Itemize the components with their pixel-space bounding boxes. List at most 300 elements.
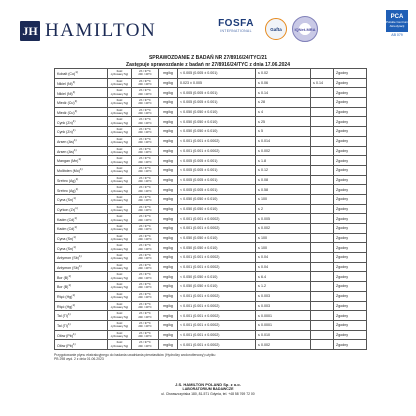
parameter-cell xyxy=(55,262,108,272)
parameter-mark: 1) xyxy=(73,147,77,152)
evaluation-cell xyxy=(334,117,367,127)
method-cell xyxy=(108,194,132,204)
method-cell xyxy=(108,185,132,195)
limit-value: ≤ 4 xyxy=(258,110,263,115)
unit-value: mg/kg xyxy=(163,139,173,144)
fosfa-logo xyxy=(212,18,260,33)
result-value: < 0.050 (0.050 ± 0.010) xyxy=(180,129,218,134)
conditions-cell xyxy=(132,330,159,340)
limit-cell xyxy=(256,272,311,282)
limit-value: ≤ 25 xyxy=(258,119,265,124)
condition-line-2: 24h / 40°C xyxy=(138,169,152,174)
extra-cell xyxy=(311,185,334,195)
result-cell xyxy=(178,330,256,340)
extra-cell xyxy=(311,330,334,340)
limit-value: ≤ 0.06 xyxy=(258,81,268,86)
evaluation-cell xyxy=(334,311,367,321)
extra-cell xyxy=(311,291,334,301)
table-row xyxy=(55,88,367,98)
evaluation-value: Zgodny xyxy=(336,158,348,163)
table-row xyxy=(55,117,367,127)
extra-cell xyxy=(311,69,334,79)
condition-line-1: 2h / 37°C xyxy=(139,146,151,151)
limit-value: ≤ 0.014 xyxy=(258,139,270,144)
evaluation-cell xyxy=(334,185,367,195)
method-line-2: cyfrowany 5g) xyxy=(110,188,129,193)
parameter-cell xyxy=(55,330,108,340)
parameter-name: Srebro (Ag) xyxy=(57,188,76,193)
parameter-mark: 1) xyxy=(73,196,76,201)
conditions-cell xyxy=(132,107,159,117)
method-line-1: Ilość xyxy=(116,127,123,132)
condition-line-2: 24h / 40°C xyxy=(138,343,152,348)
parameter-cell xyxy=(55,146,108,156)
hamilton-logo xyxy=(20,20,156,42)
result-value: < 0.001 (0.001 ± 0.0002) xyxy=(180,216,220,221)
unit-cell xyxy=(159,194,178,204)
evaluation-cell xyxy=(334,194,367,204)
report-subtitle: Zastępuje sprawozdanie z badań nr 27/8916/24/TYC z dnia 17.06.2024 xyxy=(126,62,290,68)
parameter-name: Cyrkon (Zr) xyxy=(57,208,76,213)
method-cell xyxy=(108,243,132,253)
limit-value: ≤ 6.4 xyxy=(258,274,266,279)
limit-value: ≤ 0.002 xyxy=(258,148,270,153)
extra-cell xyxy=(311,243,334,253)
table-row xyxy=(55,185,367,195)
method-line-2: cyfrowany 5g) xyxy=(110,266,129,271)
limit-cell xyxy=(256,127,311,137)
unit-cell xyxy=(159,262,178,272)
method-cell xyxy=(108,156,132,166)
unit-value: mg/kg xyxy=(163,342,173,347)
result-value: < 0.001 (0.001 ± 0.0002) xyxy=(180,303,220,308)
limit-value: ≤ 100 xyxy=(258,245,267,250)
limit-value: ≤ 0.02 xyxy=(258,71,268,76)
parameter-cell xyxy=(55,224,108,234)
extra-cell xyxy=(311,98,334,108)
result-cell xyxy=(178,253,256,263)
evaluation-cell xyxy=(334,98,367,108)
limit-value: ≤ 0.14 xyxy=(258,90,268,95)
table-row xyxy=(55,107,367,117)
unit-cell xyxy=(159,291,178,301)
limit-value: ≤ 0.0001 xyxy=(258,323,272,328)
method-line-1: Ilość xyxy=(116,185,123,190)
unit-value: mg/kg xyxy=(163,226,173,231)
parameter-name: Arsen (As) xyxy=(57,140,74,145)
pca-code: AB 079 xyxy=(391,33,403,37)
condition-line-2: 24h / 40°C xyxy=(138,101,152,106)
extra-cell xyxy=(311,88,334,98)
unit-cell xyxy=(159,165,178,175)
method-line-1: Ilość xyxy=(116,320,123,325)
extra-cell xyxy=(311,253,334,263)
footer-address: ul. Chwaszczyńska 180, 81-571 Gdynia, tel. +48 58 769 72 00 xyxy=(161,391,255,396)
parameter-name: Cynk (Zn) xyxy=(57,130,73,135)
condition-line-1: 2h / 37°C xyxy=(139,233,151,238)
table-row xyxy=(55,330,367,340)
evaluation-value: Zgodny xyxy=(336,313,348,318)
evaluation-value: Zgodny xyxy=(336,129,348,134)
footnote-line-2: PB 298 wyd. 2 z dnia 01.06.2023 xyxy=(54,357,104,362)
condition-line-2: 24h / 40°C xyxy=(138,91,152,96)
method-line-2: cyfrowany 5g) xyxy=(110,159,129,164)
condition-line-1: 2h / 37°C xyxy=(139,330,151,335)
conditions-cell xyxy=(132,291,159,301)
parameter-cell xyxy=(55,117,108,127)
extra-cell xyxy=(311,262,334,272)
parameter-cell xyxy=(55,98,108,108)
fosfa-sublabel: INTERNATIONAL xyxy=(220,29,252,33)
parameter-mark: 1) xyxy=(75,186,79,191)
method-cell xyxy=(108,224,132,234)
unit-value: mg/kg xyxy=(163,90,173,95)
method-line-2: cyfrowany 5g) xyxy=(110,130,129,135)
evaluation-cell xyxy=(334,127,367,137)
evaluation-value: Zgodny xyxy=(336,100,348,105)
result-value: < 0.050 (0.050 ± 0.010) xyxy=(180,236,218,241)
evaluation-value: Zgodny xyxy=(336,71,348,76)
parameter-cell xyxy=(55,233,108,243)
condition-line-1: 2h / 37°C xyxy=(139,98,151,103)
limit-cell xyxy=(256,117,311,127)
parameter-mark: 1) xyxy=(79,167,83,172)
limit-value: ≤ 0.08 xyxy=(258,177,268,182)
condition-line-2: 24h / 40°C xyxy=(138,140,152,145)
method-line-1: Ilość xyxy=(116,107,123,112)
limit-value: ≤ 0.04 xyxy=(258,255,268,260)
method-line-2: cyfrowany 5g) xyxy=(110,295,129,300)
result-value: < 0.005 (0.005 ± 0.001) xyxy=(180,100,218,105)
result-cell xyxy=(178,69,256,79)
extra-cell xyxy=(311,146,334,156)
condition-line-2: 24h / 40°C xyxy=(138,198,152,203)
conditions-cell xyxy=(132,146,159,156)
evaluation-cell xyxy=(334,165,367,175)
extra-cell xyxy=(311,175,334,185)
unit-value: mg/kg xyxy=(163,294,173,299)
method-cell xyxy=(108,330,132,340)
method-cell xyxy=(108,311,132,321)
method-line-2: cyfrowany 5g) xyxy=(110,285,129,290)
condition-line-2: 24h / 40°C xyxy=(138,285,152,290)
condition-line-1: 2h / 37°C xyxy=(139,156,151,161)
condition-line-1: 2h / 37°C xyxy=(139,291,151,296)
result-cell xyxy=(178,146,256,156)
method-line-1: Ilość xyxy=(116,330,123,335)
condition-line-2: 24h / 40°C xyxy=(138,188,152,193)
parameter-cell xyxy=(55,165,108,175)
result-cell xyxy=(178,156,256,166)
method-line-2: cyfrowany 5g) xyxy=(110,82,129,87)
evaluation-cell xyxy=(334,340,367,350)
conditions-cell xyxy=(132,69,159,79)
evaluation-value: Zgodny xyxy=(336,236,348,241)
limit-value: ≤ 0.002 xyxy=(258,342,270,347)
parameter-name: Cyna (Sn) xyxy=(57,198,74,203)
limit-cell xyxy=(256,194,311,204)
condition-line-1: 2h / 37°C xyxy=(139,224,151,229)
parameter-name: Molibden (Mo) xyxy=(57,169,80,174)
unit-cell xyxy=(159,301,178,311)
gafta-logo xyxy=(265,18,287,40)
evaluation-value: Zgodny xyxy=(336,216,348,221)
method-cell xyxy=(108,98,132,108)
evaluation-cell xyxy=(334,69,367,79)
condition-line-1: 2h / 37°C xyxy=(139,117,151,122)
result-value: < 0.005 (0.005 ± 0.001) xyxy=(180,168,218,173)
evaluation-value: Zgodny xyxy=(336,245,348,250)
condition-line-2: 24h / 40°C xyxy=(138,333,152,338)
table-row xyxy=(55,156,367,166)
method-cell xyxy=(108,282,132,292)
result-cell xyxy=(178,117,256,127)
result-cell xyxy=(178,165,256,175)
extra-cell xyxy=(311,340,334,350)
result-cell xyxy=(178,214,256,224)
unit-value: mg/kg xyxy=(163,81,173,86)
limit-cell xyxy=(256,107,311,117)
certification-logos xyxy=(212,10,408,50)
parameter-cell xyxy=(55,214,108,224)
table-row xyxy=(55,253,367,263)
condition-line-2: 24h / 40°C xyxy=(138,207,152,212)
method-line-2: cyfrowany 5g) xyxy=(110,198,129,203)
unit-value: mg/kg xyxy=(163,216,173,221)
conditions-cell xyxy=(132,272,159,282)
parameter-mark: 1) xyxy=(73,244,76,249)
condition-line-1: 2h / 37°C xyxy=(139,78,151,83)
condition-line-2: 24h / 40°C xyxy=(138,275,152,280)
condition-line-2: 24h / 40°C xyxy=(138,149,152,154)
table-row xyxy=(55,175,367,185)
evaluation-value: Zgodny xyxy=(336,148,348,153)
table-row xyxy=(55,136,367,146)
method-line-1: Ilość xyxy=(116,291,123,296)
parameter-mark: 1) xyxy=(72,293,76,298)
conditions-cell xyxy=(132,233,159,243)
result-value: < 0.001 (0.001 ± 0.0002) xyxy=(180,332,220,337)
result-value: < 0.005 (0.005 ± 0.001) xyxy=(180,158,218,163)
parameter-cell xyxy=(55,272,108,282)
parameter-name: Kobalt (Co) xyxy=(57,72,76,77)
evaluation-value: Zgodny xyxy=(336,187,348,192)
limit-cell xyxy=(256,156,311,166)
method-line-1: Ilość xyxy=(116,311,123,316)
unit-cell xyxy=(159,282,178,292)
result-value: < 0.050 (0.050 ± 0.010) xyxy=(180,206,218,211)
method-line-2: cyfrowany 5g) xyxy=(110,256,129,261)
conditions-cell xyxy=(132,98,159,108)
fosfa-label: FOSFA xyxy=(218,18,254,29)
parameter-mark: 1) xyxy=(72,341,76,346)
result-cell xyxy=(178,107,256,117)
table-row xyxy=(55,146,367,156)
method-line-2: cyfrowany 5g) xyxy=(110,91,129,96)
parameter-cell xyxy=(55,282,108,292)
extra-cell xyxy=(311,156,334,166)
conditions-cell xyxy=(132,262,159,272)
table-row xyxy=(55,301,367,311)
method-line-1: Ilość xyxy=(116,340,123,345)
evaluation-cell xyxy=(334,320,367,330)
parameter-cell xyxy=(55,311,108,321)
table-row xyxy=(55,165,367,175)
unit-value: mg/kg xyxy=(163,265,173,270)
parameter-name: Miedź (Cu) xyxy=(57,101,75,106)
limit-cell xyxy=(256,165,311,175)
method-cell xyxy=(108,272,132,282)
method-cell xyxy=(108,107,132,117)
footer-company: J.S. HAMILTON POLAND Sp. z o.o. xyxy=(175,382,241,387)
evaluation-value: Zgodny xyxy=(336,197,348,202)
unit-cell xyxy=(159,78,178,88)
limit-value: ≤ 0.010 xyxy=(258,332,270,337)
limit-value: ≤ 100 xyxy=(258,236,267,241)
footnote-line-1: Przygotowanie płynu ekstrakcyjnego do badania uwalniania pierwiastków (Hydrolizy wodorotlenowy) użytku xyxy=(54,353,216,357)
table-row xyxy=(55,204,367,214)
unit-value: mg/kg xyxy=(163,245,173,250)
table-row xyxy=(55,262,367,272)
result-cell xyxy=(178,340,256,350)
parameter-mark: 1) xyxy=(72,89,76,94)
extra-cell xyxy=(311,320,334,330)
method-line-1: Ilość xyxy=(116,224,123,229)
table-row xyxy=(55,340,367,350)
extra-cell xyxy=(311,136,334,146)
method-cell xyxy=(108,340,132,350)
parameter-mark: 1) xyxy=(72,118,76,123)
extra-cell xyxy=(311,194,334,204)
method-line-1: Ilość xyxy=(116,253,123,258)
table-row xyxy=(55,98,367,108)
limit-value: ≤ 5 xyxy=(258,129,263,134)
evaluation-cell xyxy=(334,224,367,234)
limit-cell xyxy=(256,282,311,292)
condition-line-2: 24h / 40°C xyxy=(138,227,152,232)
condition-line-2: 24h / 40°C xyxy=(138,82,152,87)
parameter-cell xyxy=(55,136,108,146)
result-cell xyxy=(178,272,256,282)
condition-line-2: 24h / 40°C xyxy=(138,314,152,319)
unit-cell xyxy=(159,88,178,98)
parameter-mark: 1) xyxy=(78,254,82,259)
pca-badge-icon xyxy=(386,10,408,32)
method-line-2: cyfrowany 5g) xyxy=(110,207,129,212)
parameter-name: Antymon (Sb) xyxy=(57,256,79,261)
parameter-cell xyxy=(55,78,108,88)
parameter-cell xyxy=(55,185,108,195)
condition-line-2: 24h / 40°C xyxy=(138,237,152,242)
limit-value: ≤ 2 xyxy=(258,206,263,211)
pca-sublabel: Polskie Centrum Akredytacji xyxy=(386,20,409,28)
limit-cell xyxy=(256,98,311,108)
conditions-cell xyxy=(132,117,159,127)
evaluation-value: Zgodny xyxy=(336,294,348,299)
extra-cell xyxy=(311,233,334,243)
parameter-mark: 1) xyxy=(74,215,78,220)
condition-line-1: 2h / 37°C xyxy=(139,69,151,74)
parameter-name: Mangan (Mn) xyxy=(57,159,79,164)
parameter-mark: 1) xyxy=(75,70,78,75)
parameter-cell xyxy=(55,253,108,263)
parameter-name: Ołów (Pb) xyxy=(57,334,73,338)
method-cell xyxy=(108,146,132,156)
evaluation-value: Zgodny xyxy=(336,90,348,95)
table-row xyxy=(55,233,367,243)
unit-cell xyxy=(159,98,178,108)
unit-value: mg/kg xyxy=(163,129,173,134)
extra-cell xyxy=(311,78,334,88)
evaluation-cell xyxy=(334,156,367,166)
evaluation-cell xyxy=(334,330,367,340)
unit-value: mg/kg xyxy=(163,168,173,173)
parameter-name: Cyna (Sn) xyxy=(57,246,74,251)
parameter-cell xyxy=(55,301,108,311)
parameter-cell xyxy=(55,175,108,185)
method-line-2: cyfrowany 5g) xyxy=(110,304,129,309)
parameter-name: Tal (Tl) xyxy=(57,324,68,329)
condition-line-1: 2h / 37°C xyxy=(139,340,151,345)
limit-cell xyxy=(256,311,311,321)
limit-cell xyxy=(256,320,311,330)
extra-cell xyxy=(311,272,334,282)
conditions-cell xyxy=(132,88,159,98)
parameter-mark: 1) xyxy=(72,79,76,84)
parameter-cell xyxy=(55,107,108,117)
condition-line-2: 24h / 40°C xyxy=(138,217,152,222)
condition-line-2: 24h / 40°C xyxy=(138,111,152,116)
table-row xyxy=(55,320,367,330)
unit-value: mg/kg xyxy=(163,284,173,289)
conditions-cell xyxy=(132,78,159,88)
condition-line-2: 24h / 40°C xyxy=(138,159,152,164)
condition-line-1: 2h / 37°C xyxy=(139,136,151,141)
extra-cell xyxy=(311,107,334,117)
unit-cell xyxy=(159,272,178,282)
method-cell xyxy=(108,69,132,79)
evaluation-cell xyxy=(334,243,367,253)
limit-cell xyxy=(256,88,311,98)
extra-cell xyxy=(311,214,334,224)
unit-cell xyxy=(159,253,178,263)
method-cell xyxy=(108,175,132,185)
limit-value: ≤ 0.0001 xyxy=(258,313,272,318)
condition-line-2: 24h / 40°C xyxy=(138,246,152,251)
table-row xyxy=(55,243,367,253)
condition-line-1: 2h / 37°C xyxy=(139,175,151,180)
unit-cell xyxy=(159,311,178,321)
result-cell xyxy=(178,243,256,253)
evaluation-value: Zgodny xyxy=(336,284,348,289)
condition-line-2: 24h / 40°C xyxy=(138,256,152,261)
method-cell xyxy=(108,262,132,272)
unit-cell xyxy=(159,146,178,156)
condition-line-2: 24h / 40°C xyxy=(138,304,152,309)
limit-cell xyxy=(256,340,311,350)
method-line-1: Ilość xyxy=(116,214,123,219)
evaluation-value: Zgodny xyxy=(336,110,348,115)
method-cell xyxy=(108,136,132,146)
result-value: < 0.001 (0.001 ± 0.0002) xyxy=(180,342,220,347)
parameter-mark: 1) xyxy=(72,128,76,133)
condition-line-1: 2h / 37°C xyxy=(139,262,151,267)
parameter-cell xyxy=(55,340,108,350)
result-value: < 0.001 (0.001 ± 0.0002) xyxy=(180,313,220,318)
conditions-cell xyxy=(132,204,159,214)
conditions-cell xyxy=(132,156,159,166)
method-line-1: Ilość xyxy=(116,98,123,103)
